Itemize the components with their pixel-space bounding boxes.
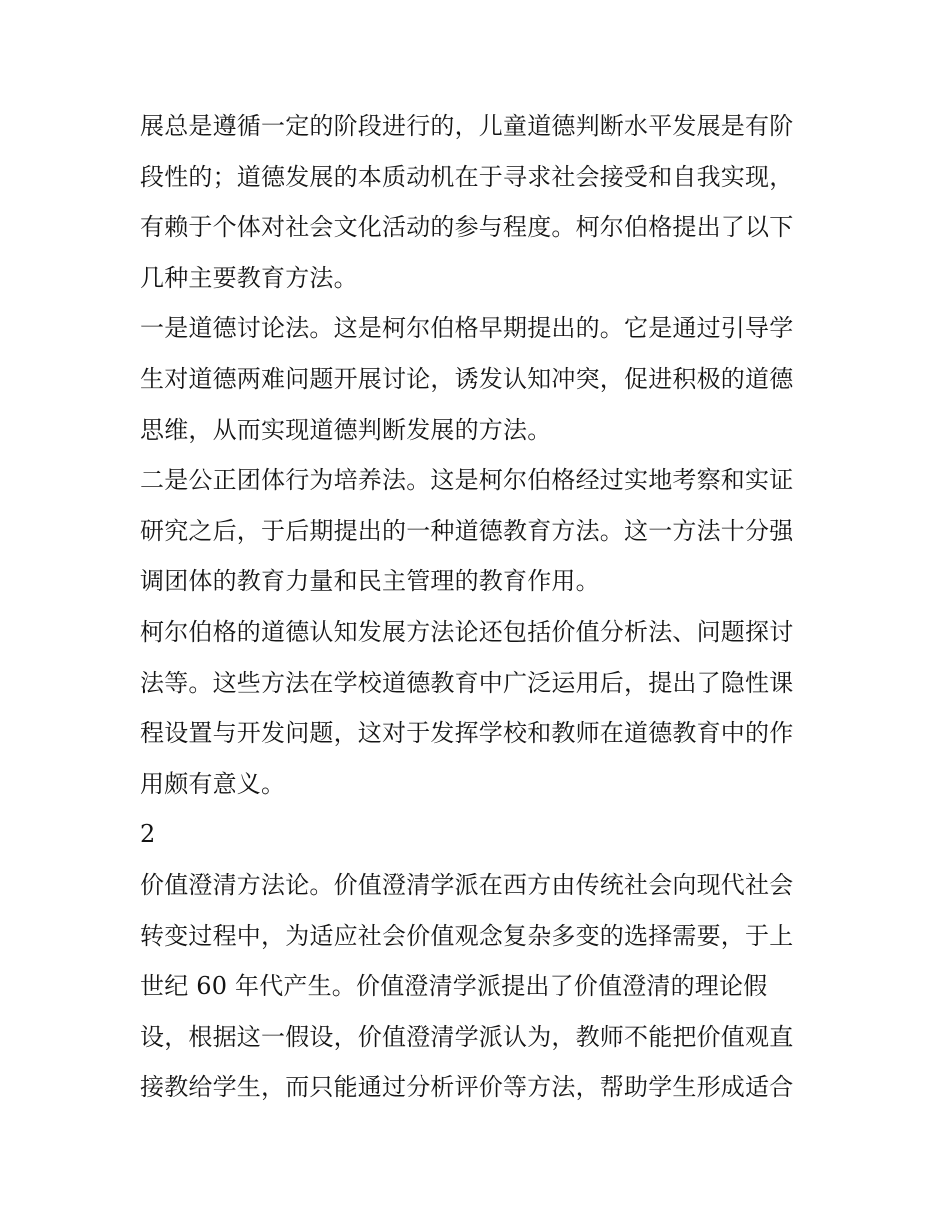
text-line: 段性的；道德发展的本质动机在于寻求社会接受和自我实现， [140,162,794,191]
text-line: 思维，从而实现道德判断发展的方法。 [140,415,552,444]
document-body [140,101,820,1113]
text-line: 设，根据这一假设，价值澄清学派认为，教师不能把价值观直 [140,1022,794,1051]
text-line: 一是道德讨论法。这是柯尔伯格早期提出的。它是通过引导学 [140,314,794,343]
text-line: 调团体的教育力量和民主管理的教育作用。 [140,567,600,596]
text-line: 程设置与开发问题，这对于发挥学校和教师在道德教育中的作 [140,719,794,748]
text-line: 用颇有意义。 [140,769,286,798]
text-line: 有赖于个体对社会文化活动的参与程度。柯尔伯格提出了以下 [140,213,794,242]
text-line: 价值澄清方法论。价值澄清学派在西方由传统社会向现代社会 [140,870,794,899]
text-line: 展总是遵循一定的阶段进行的，儿童道德判断水平发展是有阶 [140,112,794,140]
text-line: 柯尔伯格的道德认知发展方法论还包括价值分析法、问题探讨 [140,617,794,646]
text-line: 研究之后，于后期提出的一种道德教育方法。这一方法十分强 [140,516,794,545]
text-line: 法等。这些方法在学校道德教育中广泛运用后，提出了隐性课 [140,668,794,697]
section-number: 2 [140,820,156,849]
text-line: 转变过程中，为适应社会价值观念复杂多变的选择需要，于上 [140,921,794,950]
text-line: 世纪 60 年代产生。价值澄清学派提出了价值澄清的理论假 [140,972,768,1001]
text-line: 生对道德两难问题开展讨论，诱发认知冲突，促进积极的道德 [140,364,794,393]
text-line: 几种主要教育方法。 [140,263,358,292]
text-line: 二是公正团体行为培养法。这是柯尔伯格经过实地考察和实证 [140,466,794,495]
text-line: 接教给学生，而只能通过分析评价等方法，帮助学生形成适合 [140,1073,794,1102]
